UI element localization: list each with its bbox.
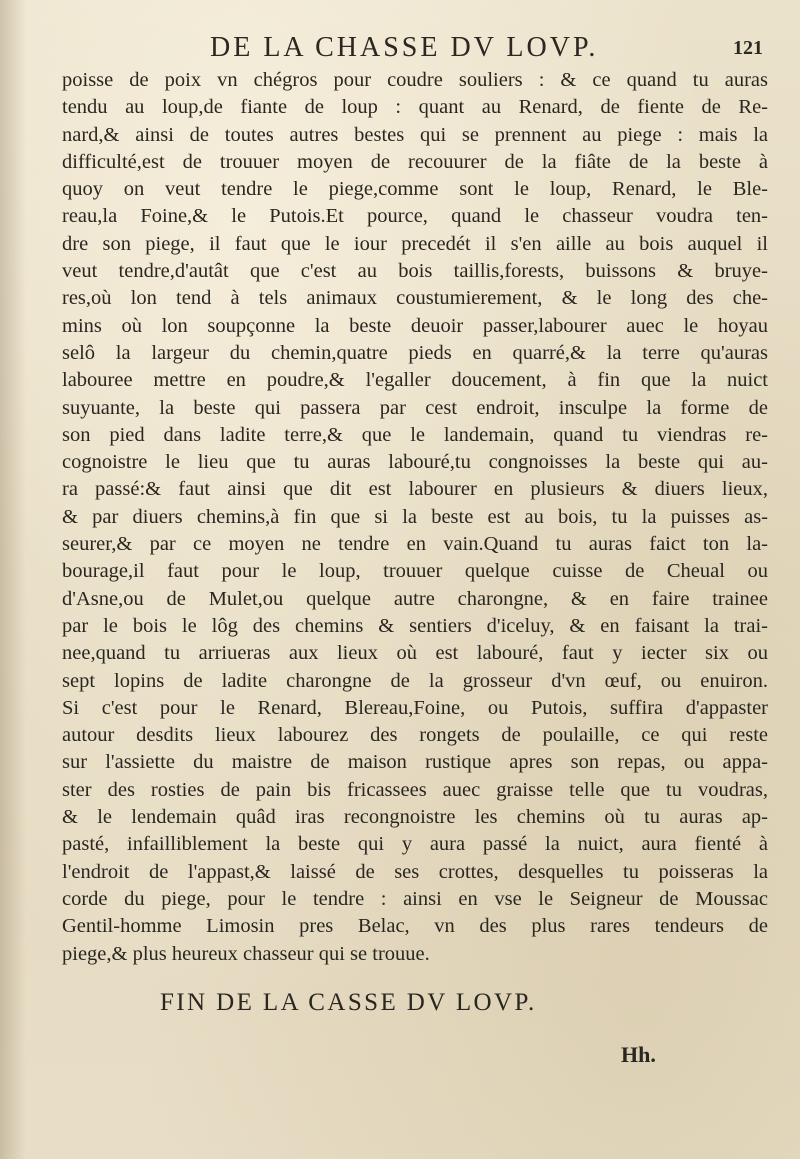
running-head: [0, 30, 800, 66]
text-line: Si c'est pour le Renard, Blereau,Foine, ou Putois, suffira d'appaster: [62, 696, 768, 719]
text-line: labouree mettre en poudre,& l'egaller doucement, à fin que la nuict: [62, 369, 768, 392]
text-line: res,où lon tend à tels animaux coustumierement, & le long des che-: [62, 287, 768, 310]
text-line: reau,la Foine,& le Putois.Et pource, quand le chasseur voudra ten-: [62, 205, 768, 228]
body-text: [62, 67, 768, 968]
text-line: sept lopins de ladite charongne de la grosseur d'vn œuf, ou enuiron.: [62, 669, 768, 692]
text-line: bourage,il faut pour le loup, trouuer quelque cuisse de Cheual ou: [62, 560, 768, 583]
text-line: selô la largeur du chemin,quatre pieds en quarré,& la terre qu'auras: [62, 341, 768, 364]
folio-number: 121: [733, 37, 763, 59]
text-line: l'endroit de l'appast,& laissé de ses crottes, desquelles tu poisseras la: [62, 860, 768, 883]
text-line: sur l'assiette du maistre de maison rustique apres son repas, ou appa-: [62, 751, 768, 774]
text-line: ra passé:& faut ainsi que dit est labourer en plusieurs & diuers lieux,: [62, 478, 768, 501]
text-line: dre son piege, il faut que le iour precedét il s'en aille au bois auquel il: [62, 232, 768, 255]
text-line: suyuante, la beste qui passera par cest endroit, insculpe la forme de: [62, 396, 768, 419]
text-line: difficulté,est de trouuer moyen de recouurer de la fiâte de la beste à: [62, 150, 768, 173]
text-line: Gentil-homme Limosin pres Belac, vn des plus rares tendeurs de: [62, 915, 768, 938]
text-line: ster des rosties de pain bis fricassees auec graisse telle que tu voudras,: [62, 778, 768, 801]
text-line: corde du piege, pour le tendre : ainsi en vse le Seigneur de Moussac: [62, 887, 768, 910]
text-line: & par diuers chemins,à fin que si la beste est au bois, tu la puisses as-: [62, 505, 768, 528]
text-line: tendu au loup,de fiante de loup : quant au Renard, de fiente de Re-: [62, 96, 768, 119]
text-line: quoy on veut tendre le piege,comme sont le loup, Renard, le Ble-: [62, 178, 768, 201]
signature-mark: Hh.: [621, 1042, 656, 1067]
text-line: & le lendemain quâd iras recongnoistre les chemins où tu auras ap-: [62, 806, 768, 829]
text-line: son pied dans ladite terre,& que le landemain, quand tu viendras re-: [62, 423, 768, 446]
text-line: pasté, infailliblement la beste qui y aura passé la nuict, aura fienté à: [62, 833, 768, 856]
text-line: par le bois le lôg des chemins & sentiers d'iceluy, & en faisant la trai-: [62, 614, 768, 637]
text-line-last: piege,& plus heureux chasseur qui se trouue.: [62, 942, 430, 965]
text-line: cognoistre le lieu que tu auras labouré,tu congnoisses la beste qui au-: [62, 451, 768, 474]
text-line: veut tendre,d'autât que c'est au bois taillis,forests, buissons & bruye-: [62, 260, 768, 283]
text-line: nard,& ainsi de toutes autres bestes qui se prennent au piege : mais la: [62, 123, 768, 146]
text-line: mins où lon soupçonne la beste deuoir passer,labourer auec le hoyau: [62, 314, 768, 337]
colophon: FIN DE LA CASSE DV LOVP.: [160, 989, 537, 1016]
gutter-shadow: [0, 0, 26, 1159]
running-title: DE LA CHASSE DV LOVP.: [210, 32, 599, 63]
text-line: nee,quand tu arriueras aux lieux où est labouré, faut y iecter six ou: [62, 642, 768, 665]
text-line: seurer,& par ce moyen ne tendre en vain.Quand tu auras faict ton la-: [62, 533, 768, 556]
text-line: autour desdits lieux labourez des rongets de poulaille, ce qui reste: [62, 724, 768, 747]
text-line: d'Asne,ou de Mulet,ou quelque autre charongne, & en faire trainee: [62, 587, 768, 610]
text-line: poisse de poix vn chégros pour coudre souliers : & ce quand tu auras: [62, 69, 768, 91]
